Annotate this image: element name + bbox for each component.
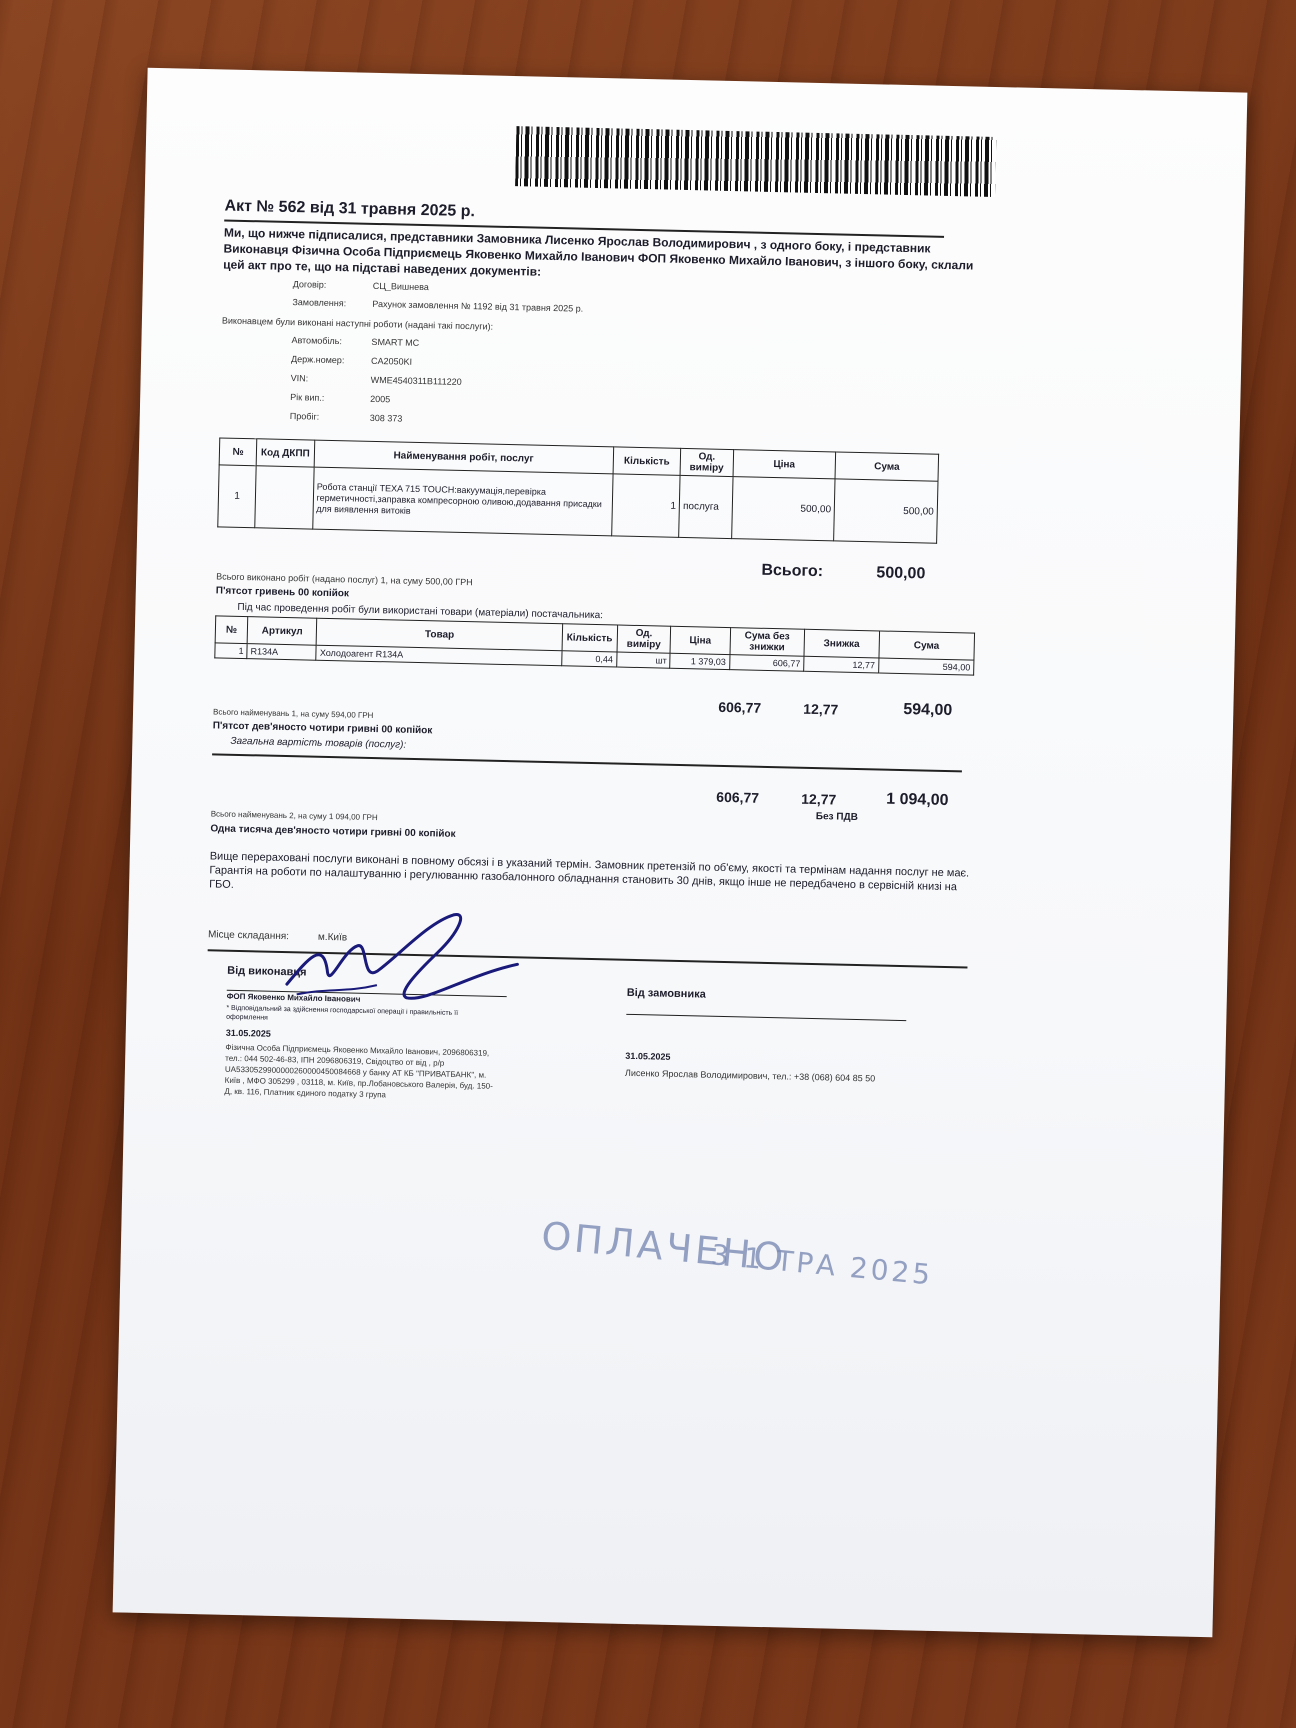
executor-note: * Відповідальний за здійснення господарської операції і правильність її оформлення [226,1004,459,1022]
goods-row-sum: 594,00 [878,658,974,675]
terms-text: Вище перераховані послуги виконані в повному обсязі і в указаний термін. Замовник претензій по об'єму, якості та термінам надання послуг не має. Гарантія на роботи по налаштуванню і регулюванню газобалонного обладнання становить 30 днів, якщо інше не передбачено в сервісній книзі на ГБО. [209,850,970,894]
goods-col-num: № [215,616,248,644]
col-code: Код ДКПП [256,439,314,467]
grand-discount: 12,77 [801,790,837,808]
vehicle-value: SMART MC [371,336,420,348]
goods-total-sum: 594,00 [903,701,953,720]
goods-col-sum: Сума [879,631,975,660]
customer-sign-line [626,1014,906,1021]
works-words: П'ятсот гривень 00 копійок [215,585,350,600]
row-qty: 1 [611,474,680,538]
paid-stamp: ОПЛАЧЕНО [539,1213,789,1280]
mileage-value: 308 373 [369,412,403,424]
contract-value: СЦ_Вишнева [372,280,429,293]
executor-label: Від виконавця [227,964,307,979]
customer-date: 31.05.2025 [625,1050,671,1062]
grand-no-disc: 606,77 [716,788,760,806]
works-total-label: Всього: [761,561,824,581]
row-name: Робота станції TEXA 715 TOUCH:вакуумація,перевірка герметичності,заправка компресорною оливою,додавання присадки для виявлення витоків [312,467,612,536]
goods-row-price: 1 379,03 [670,653,729,669]
barcode [515,126,996,197]
goods-col-qty: Кількість [562,624,617,652]
col-price: Ціна [733,450,836,479]
col-name: Найменування робіт, послуг [314,440,614,474]
grand-sum: 1 094,00 [886,790,949,810]
mileage-label: Пробіг: [289,411,320,422]
works-total-value: 500,00 [876,564,926,583]
executor-date: 31.05.2025 [225,1027,271,1039]
order-value: Рахунок замовлення № 1192 від 31 травня 2025 р. [372,298,584,314]
row-num: 1 [218,465,257,528]
customer-details: Лисенко Ярослав Володимирович, тел.: +38 (068) 604 85 50 [624,1067,876,1084]
place-label: Місце складання: [207,929,290,943]
act-intro: Ми, що нижче підписалися, представники Замовника Лисенко Ярослав Володимирович , з одного боку, і представник Виконавця Фізична Особа Підприємець Яковенко Михайло Іванович ФОП Яковенко Михайло Іванович, з іншого боку, склали цей акт про те, що на підставі наведених документів: [223,225,974,279]
goods-col-name: Товар [317,618,563,651]
works-intro: Виконавцем були виконані наступні роботи (надані такі послуги): [221,315,494,332]
goods-col-discount: Знижка [804,629,879,658]
row-unit: послуга [679,475,733,538]
goods-col-sum-no-disc: Сума без знижки [730,628,805,657]
plate-label: Держ.номер: [290,354,345,366]
goods-row-discount: 12,77 [804,656,879,673]
goods-total-discount: 12,77 [803,700,839,718]
row-sum: 500,00 [834,479,938,543]
goods-col-article: Артикул [247,617,317,646]
col-qty: Кількість [613,447,681,476]
goods-intro: Під час проведення робіт були використані товари (матеріали) постачальника: [237,601,604,622]
goods-row-sum-no-disc: 606,77 [729,655,804,672]
year-label: Рік вип.: [290,392,325,403]
executor-name: ФОП Яковенко Михайло Іванович [226,991,361,1004]
act-title: Акт № 562 від 31 травня 2025 р. [224,197,476,221]
vin-value: WME4540311B111220 [370,374,462,387]
paid-stamp-date: 3 1 ТРА 2025 [709,1238,935,1292]
goods-table [214,615,975,675]
works-table [217,437,939,543]
place-value: м.Київ [317,931,348,944]
works-summary: Всього виконано робіт (надано послуг) 1, на суму 500,00 ГРН [216,571,473,588]
goods-summary: Всього найменувань 1, на суму 594,00 ГРН [212,707,374,721]
plate-value: CA2050KI [370,355,413,367]
document-sheet [113,68,1248,1638]
goods-total-no-disc: 606,77 [718,698,762,716]
vehicle-label: Автомобіль: [291,335,343,347]
row-price: 500,00 [731,477,835,541]
grand-rule [212,753,962,772]
customer-label: Від замовника [626,986,706,1001]
goods-row-unit: шт [616,652,670,668]
executor-signature [266,899,528,1015]
goods-col-price: Ціна [670,626,730,654]
grand-label: Загальна вартість товарів (послуг): [230,735,407,751]
goods-col-unit: Од. виміру [617,625,671,653]
goods-row-article: R134A [247,644,317,661]
act-document [207,120,1047,1292]
order-label: Замовлення: [292,297,347,309]
goods-row-num: 1 [215,643,247,659]
executor-details: Фізична Особа Підприємець Яковенко Михайло Іванович, 2096806319, тел.: 044 502-46-83, ІПН 2096806319, Свідоцтво от від , р/р UA5330529900000260000450084668 у банку АТ КБ "ПРИВАТБАНК", м. Київ , МФО 305299 , 03118, м. Київ, пр.Лобановського Валерія, буд. 150-Д, кв. 116, Платник єдиного податку 3 група [224,1042,493,1100]
vat-note: Без ПДВ [815,811,858,824]
contract-label: Договір: [292,279,327,290]
col-sum: Сума [835,452,938,481]
col-unit: Од. виміру [680,448,733,476]
vehicle-block [219,333,621,438]
goods-row-name: Холодоагент R134A [316,645,562,666]
vin-label: VIN: [290,373,309,384]
grand-summary: Всього найменувань 2, на суму 1 094,00 ГРН [210,809,378,823]
goods-row-qty: 0,44 [562,651,617,667]
col-num: № [219,438,257,466]
year-value: 2005 [370,393,391,405]
goods-words: П'ятсот дев'яносто чотири гривні 00 копійок [212,720,433,737]
row-code [255,466,314,529]
grand-words: Одна тисяча дев'яносто чотири гривні 00 копійок [210,823,456,840]
